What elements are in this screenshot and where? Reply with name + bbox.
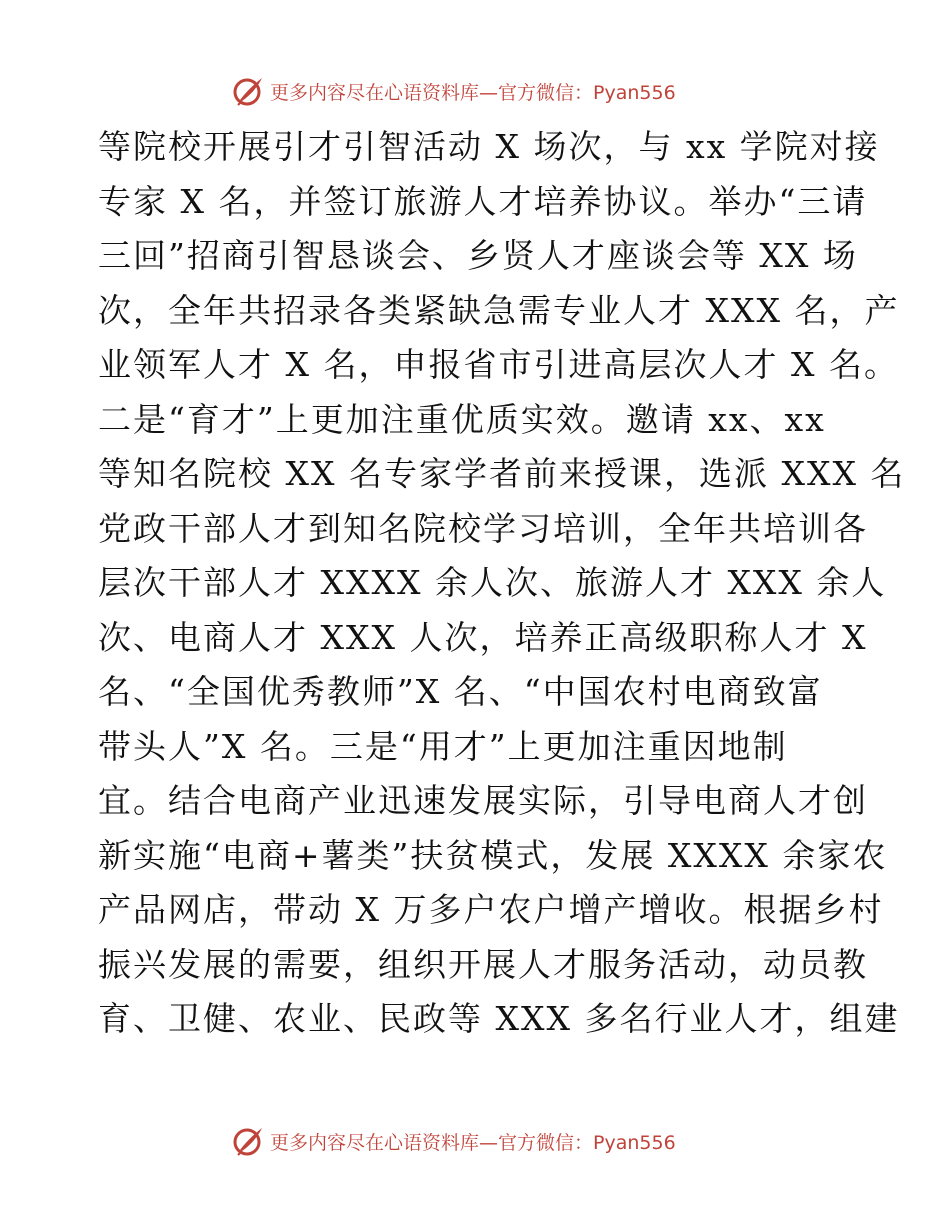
footer-banner [232, 1124, 732, 1158]
quill-pen-logo-icon [232, 74, 266, 108]
header-banner-wechat: —官方微信：Pyan556 [479, 81, 676, 104]
text-line: 新实施“电商+薯类”扶贫模式，发展 XXXX 余家农 [98, 835, 888, 875]
text-line: 次、电商人才 XXX 人次，培养正高级职称人才 X [98, 617, 868, 657]
text-line: 层次干部人才 XXXX 余人次、旅游人才 XXX 余人 [98, 563, 887, 602]
text-line: 振兴发展的需要，组织开展人才服务活动，动员教 [98, 944, 868, 984]
footer-banner-wechat: —官方微信：Pyan556 [479, 1131, 676, 1154]
text-line: 带头人”X 名。三是“用才”上更加注重因地制 [98, 726, 788, 766]
text-line: 等知名院校 XX 名专家学者前来授课，选派 XXX 名 [98, 454, 906, 493]
text-line: 育、卫健、农业、民政等 XXX 多名行业人才，组建 [98, 999, 900, 1038]
text-line: 等院校开展引才引智活动 X 场次，与 xx 学院对接 [98, 127, 880, 166]
text-line: 三回”招商引智恳谈会、乡贤人才座谈会等 XX 场 [98, 236, 858, 275]
text-line: 业领军人才 X 名，申报省市引进高层次人才 X 名。 [98, 345, 899, 384]
header-banner [232, 74, 732, 108]
text-line: 专家 X 名，并签订旅游人才培养协议。举办“三请 [98, 181, 868, 221]
footer-banner-title: 更多内容尽在心语资料库 [270, 1131, 480, 1154]
text-line: 二是“育才”上更加注重优质实效。邀请 xx、xx [98, 399, 826, 439]
text-line: 党政干部人才到知名院校学习培训，全年共培训各 [98, 508, 868, 548]
quill-pen-logo-icon [232, 1124, 266, 1158]
text-line: 产品网店，带动 X 万多户农户增产增收。根据乡村 [98, 890, 884, 929]
header-banner-title: 更多内容尽在心语资料库 [270, 81, 480, 104]
text-line: 名、“全国优秀教师”X 名、“中国农村电商致富 [98, 672, 823, 711]
text-line: 宜。结合电商产业迅速发展实际，引导电商人才创 [98, 781, 868, 820]
text-line: 次，全年共招录各类紧缺急需专业人才 XXX 名，产 [98, 290, 900, 330]
body-text [98, 120, 906, 1047]
